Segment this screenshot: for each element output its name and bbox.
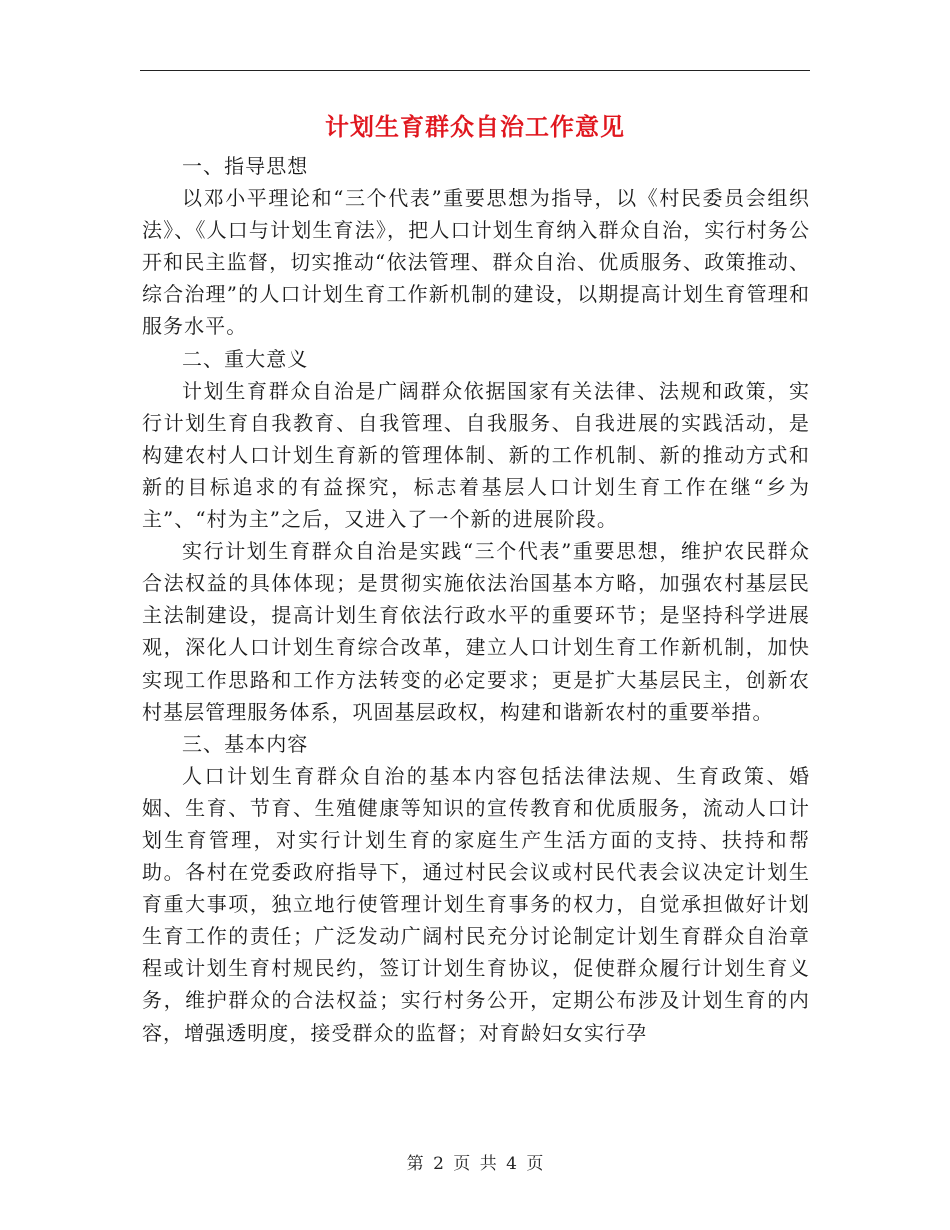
body-paragraph: 以邓小平理论和“三个代表”重要思想为指导，以《村民委员会组织法》、《人口与计划生育法》，把人口计划生育纳入群众自治，实行村务公开和民主监督，切实推动“依法管理、群众自治、优质服务、政策推动、综合治理”的人口计划生育工作新机制的建设，以期提高计划生育管理和服务水平。	[142, 186, 810, 339]
section-heading-basic-content: 三、基本内容	[182, 731, 309, 756]
body-paragraph: 人口计划生育群众自治的基本内容包括法律法规、生育政策、婚姻、生育、节育、生殖健康等知识的宣传教育和优质服务，流动人口计划生育管理，对实行计划生育的家庭生产生活方面的支持、扶持和帮助。各村在党委政府指导下，通过村民会议或村民代表会议决定计划生育重大事项，独立地行使管理计划生育事务的权力，自觉承担做好计划生育工作的责任；广泛发动广阔村民充分讨论制定计划生育群众自治章程或计划生育村规民约，签订计划生育协议，促使群众履行计划生育义务，维护群众的合法权益；实行村务公开，定期公布涉及计划生育的内容，增强透明度，接受群众的监督；对育龄妇女实行孕	[142, 763, 810, 1045]
header-divider	[140, 70, 810, 71]
section-heading-guiding-ideology: 一、指导思想	[182, 154, 309, 178]
document-title: 计划生育群众自治工作意见	[325, 112, 625, 141]
body-paragraph: 实行计划生育群众自治是实践“三个代表”重要思想，维护农民群众合法权益的具体体现；是贯彻实施依法治国基本方略，加强农村基层民主法制建设，提高计划生育依法行政水平的重要环节；是坚持科学进展观，深化人口计划生育综合改革，建立人口计划生育工作新机制，加快实现工作思路和工作方法转变的必定要求；更是扩大基层民主，创新农村基层管理服务体系，巩固基层政权，构建和谐新农村的重要举措。	[142, 539, 810, 724]
document-body	[142, 150, 810, 1049]
page-number-footer: 第 2 页 共 4 页	[406, 1154, 544, 1174]
section-heading-significance: 二、重大意义	[182, 346, 309, 371]
body-paragraph: 计划生育群众自治是广阔群众依据国家有关法律、法规和政策，实行计划生育自我教育、自我管理、自我服务、自我进展的实践活动，是构建农村人口计划生育新的管理体制、新的工作机制、新的推动方式和新的目标追求的有益探究，标志着基层人口计划生育工作在继“乡为主”、“村为主”之后，又进入了一个新的进展阶段。	[142, 378, 810, 532]
